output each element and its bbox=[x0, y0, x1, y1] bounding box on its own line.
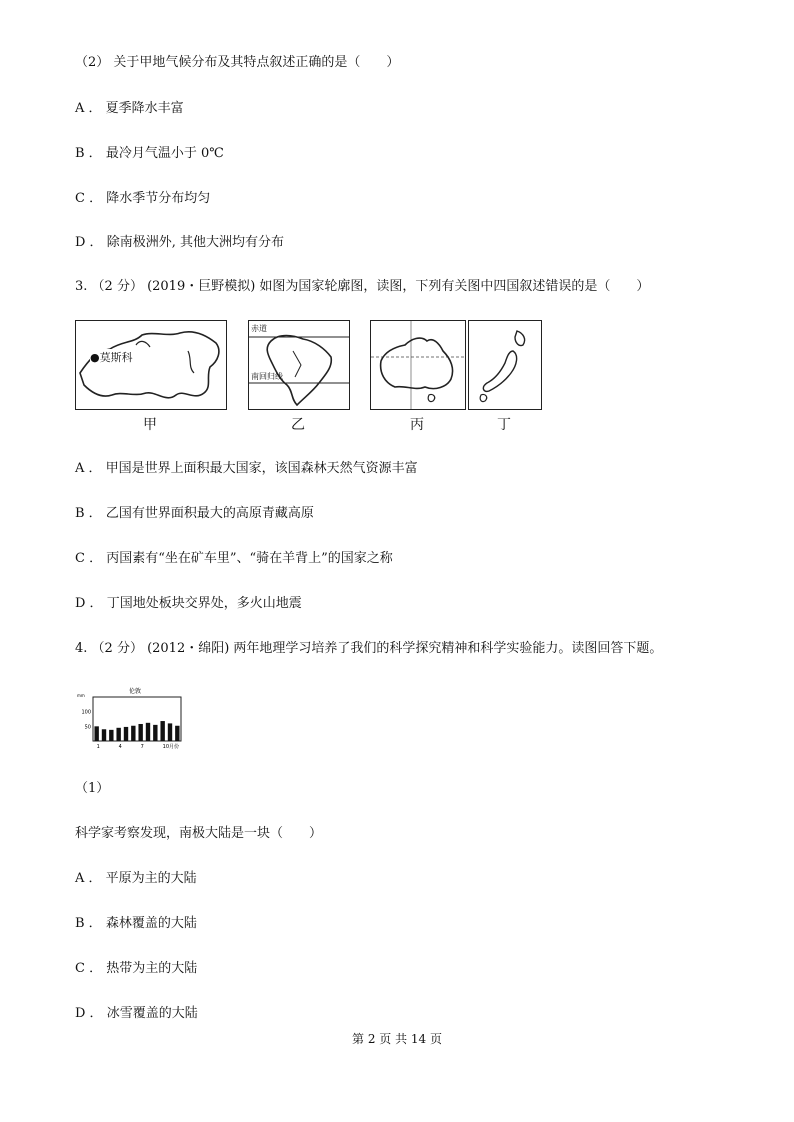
precip-bar-8 bbox=[146, 723, 150, 741]
chart-title: 伦敦 bbox=[128, 688, 142, 695]
chart-unit: mm bbox=[77, 693, 85, 698]
map-label-yi: 乙 bbox=[291, 417, 305, 433]
q4-sub-number: （1） bbox=[75, 781, 110, 796]
country-outline-maps bbox=[75, 320, 511, 433]
map-brazil bbox=[248, 320, 350, 410]
x-tick-label: 1 bbox=[96, 744, 100, 750]
map-label-ding: 丁 bbox=[497, 417, 511, 433]
q2-sub-stem: （2） 关于甲地气候分布及其特点叙述正确的是（ ） bbox=[75, 55, 400, 70]
q2-option-a[interactable]: A ． 夏季降水丰富 bbox=[75, 101, 184, 116]
map-label-bing: 丙 bbox=[410, 417, 424, 433]
precip-bar-7 bbox=[138, 724, 142, 741]
q3-option-d[interactable]: D ． 丁国地处板块交界处，多火山地震 bbox=[75, 596, 302, 611]
precip-bar-10 bbox=[160, 721, 164, 741]
map-russia bbox=[75, 320, 227, 410]
y-tick-label: 100 bbox=[81, 709, 91, 716]
q2-option-b[interactable]: B ． 最冷月气温小于 0℃ bbox=[75, 146, 224, 161]
map-australia bbox=[370, 320, 466, 410]
precip-bar-1 bbox=[94, 726, 98, 741]
q4-sub-stem: 科学家考察发现，南极大陆是一块（ ） bbox=[75, 826, 323, 841]
x-tick-label: 4 bbox=[118, 744, 122, 750]
q4-option-a[interactable]: A ． 平原为主的大陆 bbox=[75, 871, 197, 886]
q4-option-d[interactable]: D ． 冰雪覆盖的大陆 bbox=[75, 1006, 198, 1021]
x-tick-label: 10月份 bbox=[162, 744, 180, 750]
tropic-label: 南回归线 bbox=[251, 372, 283, 381]
q4-stem: 4. （2 分） (2012・绵阳) 两年地理学习培养了我们的科学探究精神和科学实验能力。读图回答下题。 bbox=[75, 641, 663, 656]
moscow-label: ●莫斯科 bbox=[90, 351, 133, 364]
precip-bar-3 bbox=[109, 730, 113, 741]
precip-bar-12 bbox=[175, 726, 179, 741]
precip-bar-4 bbox=[116, 728, 120, 741]
precip-bar-5 bbox=[124, 727, 128, 741]
map-label-jia: 甲 bbox=[143, 417, 157, 433]
equator-label: 赤道 bbox=[251, 324, 267, 333]
q3-option-a[interactable]: A ． 甲国是世界上面积最大国家，该国森林天然气资源丰富 bbox=[75, 461, 418, 476]
q3-option-b[interactable]: B ． 乙国有世界面积最大的高原青藏高原 bbox=[75, 506, 314, 521]
london-climate-chart bbox=[75, 683, 185, 755]
q2-option-c[interactable]: C ． 降水季节分布均匀 bbox=[75, 191, 211, 206]
precip-bar-6 bbox=[131, 726, 135, 741]
x-tick-label: 7 bbox=[140, 744, 144, 750]
q3-option-c[interactable]: C ． 丙国素有“坐在矿车里”、“骑在羊背上”的国家之称 bbox=[75, 551, 393, 566]
q3-stem: 3. （2 分） (2019・巨野模拟) 如图为国家轮廓图，读图，下列有关图中四国叙述错误的是（ ） bbox=[75, 279, 650, 294]
precip-bar-11 bbox=[168, 723, 172, 741]
q2-option-d[interactable]: D ． 除南极洲外, 其他大洲均有分布 bbox=[75, 235, 284, 250]
precip-bar-9 bbox=[153, 725, 157, 741]
q4-option-c[interactable]: C ． 热带为主的大陆 bbox=[75, 961, 198, 976]
q4-option-b[interactable]: B ． 森林覆盖的大陆 bbox=[75, 916, 197, 931]
precip-bar-2 bbox=[102, 729, 106, 741]
map-japan bbox=[468, 320, 542, 410]
y-tick-label: 50 bbox=[84, 724, 91, 731]
page-footer: 第 2 页 共 14 页 bbox=[352, 1032, 442, 1046]
